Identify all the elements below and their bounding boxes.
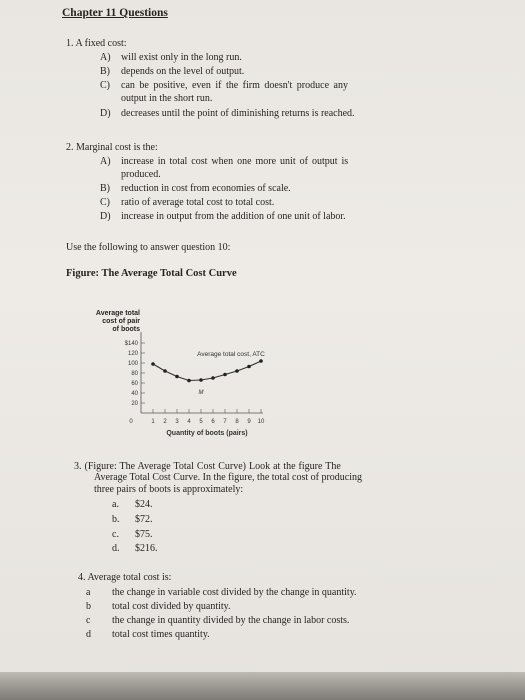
q3-option-d-letter: d. [112,543,120,554]
q4-option-c-text: the change in quantity divided by the change in labor costs. [112,615,350,626]
q4-option-b-letter: b [86,601,91,612]
x-tick-label: 9 [247,419,251,425]
min-point-label: M [198,390,204,396]
q1-option-a-text: will exist only in the long run. [121,52,242,63]
origin-label: 0 [129,419,133,425]
q3-option-a-text: $24. [135,499,153,510]
q2-option-c-text: ratio of average total cost to total cost. [121,197,275,208]
q1-option-b-letter: B) [100,66,110,77]
q2-option-a-text-line1: increase in total cost when one more unit of output is [121,156,349,167]
atc-curve [153,361,261,381]
q1-option-b-text: depends on the level of output. [121,66,245,77]
atc-data-point [151,362,155,366]
x-axis-label: Quantity of boots (pairs) [166,430,248,437]
x-tick-label: 6 [211,419,215,425]
q1-option-c-letter: C) [100,80,110,91]
y-tick-label: 20 [131,401,138,407]
q4-option-b-text: total cost divided by quantity. [112,601,231,612]
q1-option-a-letter: A) [100,52,111,63]
q2-option-a-letter: A) [100,156,111,167]
q1-option-d-letter: D) [100,108,111,119]
atc-data-point [259,359,263,363]
q4-option-d-text: total cost times quantity. [112,629,210,640]
chart-y-axis-label-line3: of boots [112,326,140,333]
q2-option-a-text-line2: produced. [121,169,161,180]
atc-data-point [199,378,203,382]
q2-option-d-text: increase in output from the addition of one unit of labor. [121,211,346,222]
curve-label: Average total cost, ATC [197,351,265,358]
question-3-stem-line1: 3. (Figure: The Average Total Cost Curve) Look at the figure The [74,461,341,472]
atc-data-point [235,369,239,373]
x-tick-label: 1 [151,419,155,425]
x-tick-label: 10 [257,419,265,425]
q2-option-d-letter: D) [100,211,111,222]
x-tick-label: 4 [187,419,191,425]
atc-data-point [163,369,167,373]
atc-data-point [211,376,215,380]
q2-option-b-text: reduction in cost from economies of scale. [121,183,291,194]
question-3-stem-line3: three pairs of boots is approximately: [94,484,244,495]
atc-data-point [175,375,179,379]
q4-option-d-letter: d [86,629,91,640]
q4-option-a-letter: a [86,587,91,598]
figure-title: Figure: The Average Total Cost Curve [66,268,237,279]
question-4-stem: 4. Average total cost is: [78,572,172,583]
page-bottom-shadow [0,672,525,700]
y-tick-label: 40 [131,391,138,397]
q2-option-b-letter: B) [100,183,110,194]
chart-y-axis-label-line1: Average total [95,310,140,317]
instruction-text: Use the following to answer question 10: [66,242,231,253]
q1-option-c-text-line2: output in the short run. [121,93,213,104]
y-tick-label: 60 [131,381,138,387]
q3-option-c-letter: c. [112,529,119,540]
q4-option-c-letter: c [86,615,91,626]
q4-option-a-text: the change in variable cost divided by the change in quantity. [112,587,357,598]
y-tick-label: $140 [124,341,138,347]
q3-option-b-letter: b. [112,514,120,525]
q3-option-c-text: $75. [135,529,153,540]
y-tick-label: 120 [127,351,138,357]
q3-option-d-text: $216. [135,543,158,554]
x-tick-label: 8 [235,419,239,425]
x-tick-label: 7 [223,419,227,425]
x-tick-label: 3 [175,419,179,425]
atc-data-point [223,373,227,377]
x-tick-label: 5 [199,419,203,425]
atc-data-point [247,365,251,369]
y-tick-label: 80 [131,371,138,377]
q1-option-d-text: decreases until the point of diminishing returns is reached. [121,108,355,119]
atc-data-point [187,379,191,383]
question-1-stem: 1. A fixed cost: [66,38,127,49]
q3-option-a-letter: a. [112,499,119,510]
q1-option-c-text-line1: can be positive, even if the firm doesn't produce any [121,80,348,91]
x-tick-label: 2 [163,419,167,425]
q2-option-c-letter: C) [100,197,110,208]
y-tick-label: 100 [127,361,138,367]
question-2-stem: 2. Marginal cost is the: [66,142,158,153]
q3-option-b-text: $72. [135,514,153,525]
chapter-title: Chapter 11 Questions [62,7,168,19]
chart-y-axis-label-line2: cost of pair [102,318,140,325]
question-3-stem-line2: Average Total Cost Curve. In the figure, the total cost of producing [94,472,363,483]
